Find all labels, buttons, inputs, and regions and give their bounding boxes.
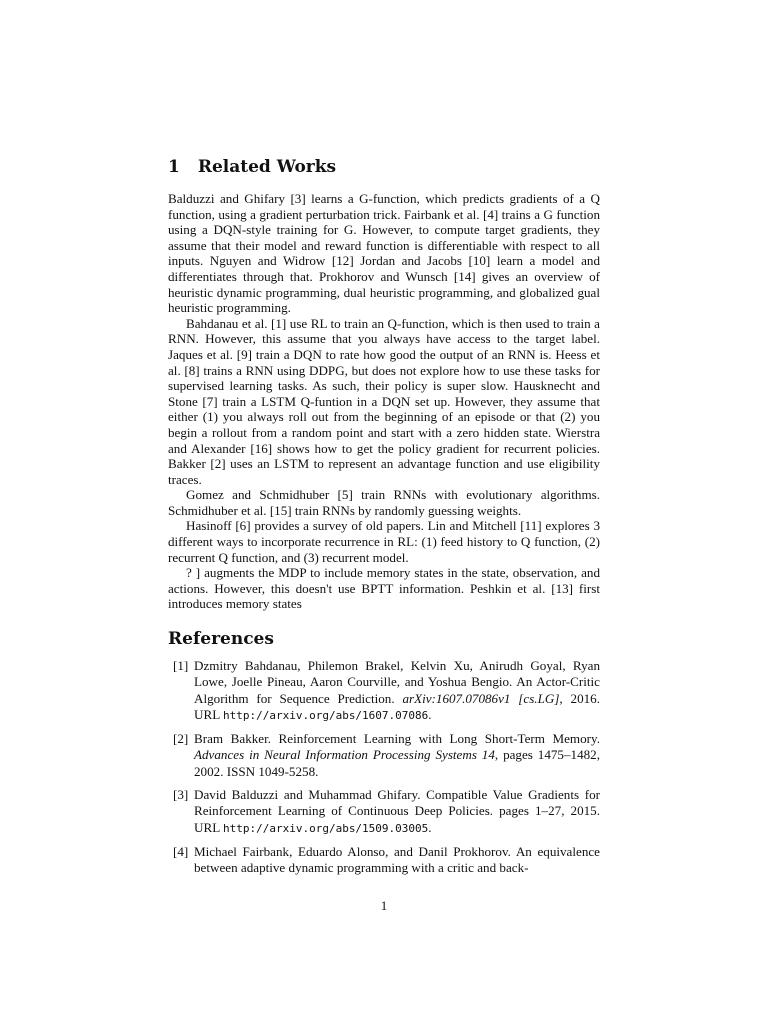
reference-item xyxy=(168,658,600,724)
paragraph: Bahdanau et al. [1] use RL to train an Q-function, which is then used to train a RNN. However, this assume that you always have access to the target label. Jaques et al. [9] train a DQN to rate how good the output of an RNN is. Heess et al. [8] trains a RNN using DDPG, but does not explore how to use these tasks for supervised learning tasks. As such, their policy is super slow. Hausknecht and Stone [7] train a LSTM Q-funtion in a DQN set up. However, they assume that either (1) you always roll out from the beginning of an episode or that (2) you begin a rollout from a random point and start with a zero hidden state. Wierstra and Alexander [16] shows how to get the policy gradient for recurrent policies. Bakker [2] uses an LSTM to represent an advantage function and use eligibility traces. xyxy=(168,315,600,487)
paragraph: Gomez and Schmidhuber [5] train RNNs with evolutionary algorithms. Schmidhuber et al. [15] train RNNs by randomly guessing weights. xyxy=(168,487,600,518)
reference-url-link[interactable]: http://arxiv.org/abs/1509.03005 xyxy=(222,821,429,835)
paragraph: Balduzzi and Ghifary [3] learns a G-function, which predicts gradients of a Q function, using a gradient perturbation trick. Fairbank et al. [4] trains a G function using a DQN-style training for G. However, to compute target gradients, they assume that their model and reward function is differentiable with respect to all inputs. Nguyen and Widrow [12] Jordan and Jacobs [10] learn a model and differentiates through that. Prokhorov and Wunsch [14] gives an overview of heuristic dynamic programming, dual heuristic programming, and globalized gual heuristic programming. xyxy=(168,191,600,316)
reference-list xyxy=(168,658,600,884)
paragraph: ? ] augments the MDP to include memory states in the state, observation, and actions. However, this doesn't use BPTT information. Peshkin et al. [13] first introduces memory states xyxy=(168,565,600,612)
reference-tail: . xyxy=(428,819,432,835)
reference-details: , 2016. URL xyxy=(194,690,600,722)
reference-details: , pages 1475–1482, 2002. ISSN 1049-5258. xyxy=(194,747,600,779)
reference-item xyxy=(168,731,600,780)
paragraph: Hasinoff [6] provides a survey of old papers. Lin and Mitchell [11] explores 3 different ways to incorporate recurrence in RL: (1) feed history to Q function, (2) recurrent Q function, and (3) recurrent model. xyxy=(168,518,600,565)
reference-item xyxy=(168,787,600,837)
reference-text: Michael Fairbank, Eduardo Alonso, and Danil Prokhorov. An equivalence between adaptive dynamic programming with a critic and back- xyxy=(194,843,600,876)
section-title: Related Works xyxy=(197,157,337,177)
reference-number: [1] xyxy=(173,658,189,673)
section-body xyxy=(168,191,600,612)
section-number: 1 xyxy=(168,157,180,177)
section-heading xyxy=(168,155,336,179)
reference-number: [2] xyxy=(173,731,189,747)
references-heading: References xyxy=(168,629,274,649)
reference-tail: . xyxy=(428,706,432,722)
reference-text: David Balduzzi and Muhammad Ghifary. Compatible Value Gradients for Reinforcement Learning of Continuous Deep Policies. pages 1–27, 2015. URL xyxy=(194,787,600,835)
reference-item xyxy=(168,844,600,877)
reference-number: [3] xyxy=(173,787,189,803)
reference-number: [4] xyxy=(173,843,189,859)
reference-text: Bram Bakker. Reinforcement Learning with Long Short-Term Memory. xyxy=(194,731,600,747)
reference-venue: Advances in Neural Information Processing Systems 14 xyxy=(194,747,495,763)
reference-url-link[interactable]: http://arxiv.org/abs/1607.07086 xyxy=(222,708,429,722)
page-number: 1 xyxy=(380,898,388,913)
reference-venue: arXiv:1607.07086v1 [cs.LG] xyxy=(402,690,560,706)
reference-text: Dzmitry Bahdanau, Philemon Brakel, Kelvin Xu, Anirudh Goyal, Ryan Lowe, Joelle Pineau, Aaron Courville, and Yoshua Bengio. An Actor-Critic Algorithm for Sequence Prediction. xyxy=(194,658,600,706)
